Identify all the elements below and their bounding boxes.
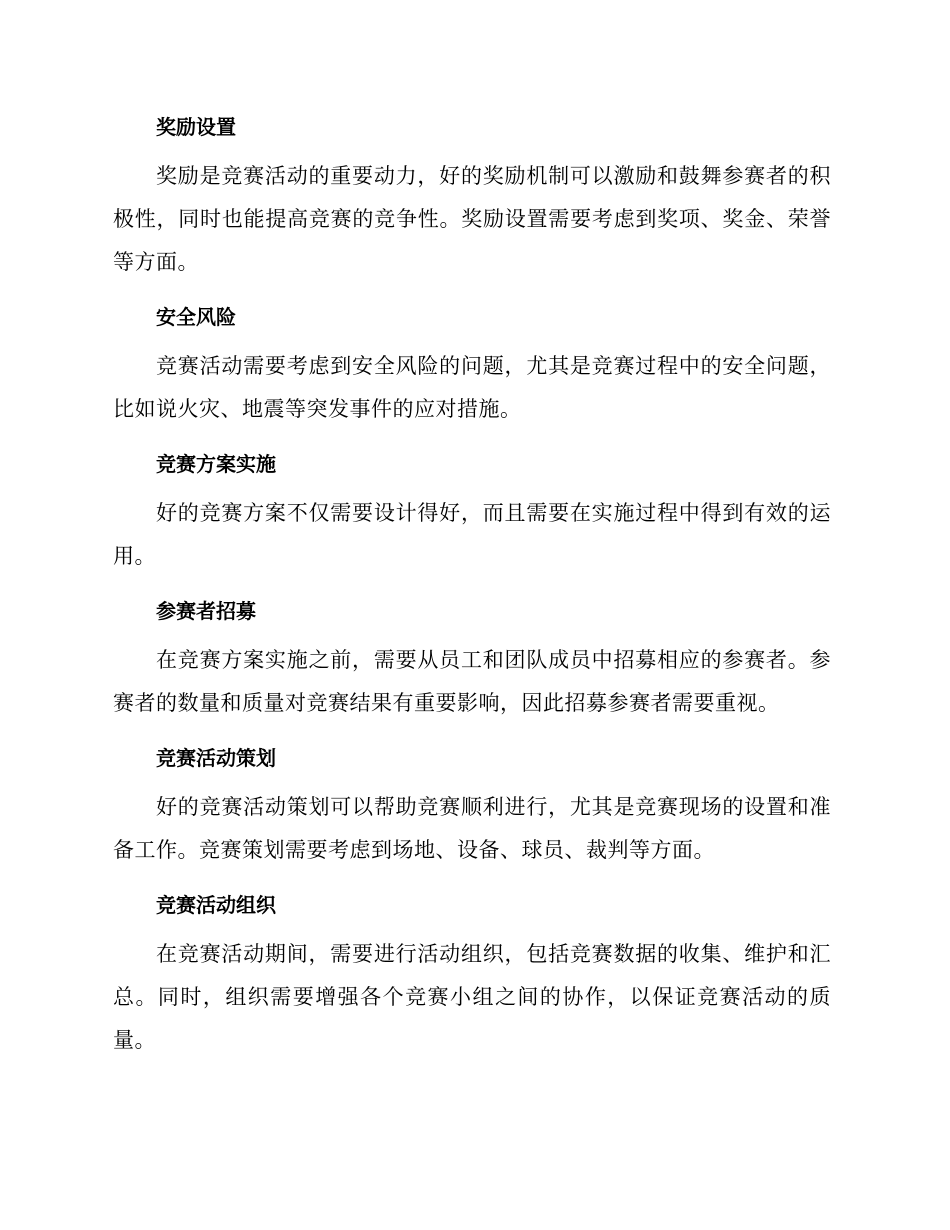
section-safety-risk	[113, 300, 831, 431]
document-body	[113, 110, 831, 1078]
section-event-organization	[113, 888, 831, 1062]
section-paragraph: 在竞赛活动期间，需要进行活动组织，包括竞赛数据的收集、维护和汇总。同时，组织需要增强各个竞赛小组之间的协作，以保证竞赛活动的质量。	[113, 942, 831, 1052]
section-paragraph: 在竞赛方案实施之前，需要从员工和团队成员中招募相应的参赛者。参赛者的数量和质量对竞赛结果有重要影响，因此招募参赛者需要重视。	[113, 648, 831, 715]
section-heading: 参赛者招募	[156, 599, 256, 623]
section-heading: 奖励设置	[156, 115, 236, 139]
section-paragraph: 好的竞赛方案不仅需要设计得好，而且需要在实施过程中得到有效的运用。	[113, 501, 831, 568]
section-heading: 竞赛活动策划	[156, 746, 276, 770]
section-paragraph: 奖励是竞赛活动的重要动力，好的奖励机制可以激励和鼓舞参赛者的积极性，同时也能提高竞赛的竞争性。奖励设置需要考虑到奖项、奖金、荣誉等方面。	[113, 164, 831, 274]
section-participant-recruitment	[113, 594, 831, 725]
section-plan-implementation	[113, 447, 831, 578]
section-paragraph: 竞赛活动需要考虑到安全风险的问题，尤其是竞赛过程中的安全问题，比如说火灾、地震等突发事件的应对措施。	[113, 354, 831, 421]
section-paragraph: 好的竞赛活动策划可以帮助竞赛顺利进行，尤其是竞赛现场的设置和准备工作。竞赛策划需要考虑到场地、设备、球员、裁判等方面。	[113, 795, 831, 862]
section-event-planning	[113, 741, 831, 872]
section-heading: 竞赛活动组织	[156, 893, 276, 917]
section-reward-settings	[113, 110, 831, 284]
section-heading: 安全风险	[156, 305, 236, 329]
section-heading: 竞赛方案实施	[156, 452, 276, 476]
